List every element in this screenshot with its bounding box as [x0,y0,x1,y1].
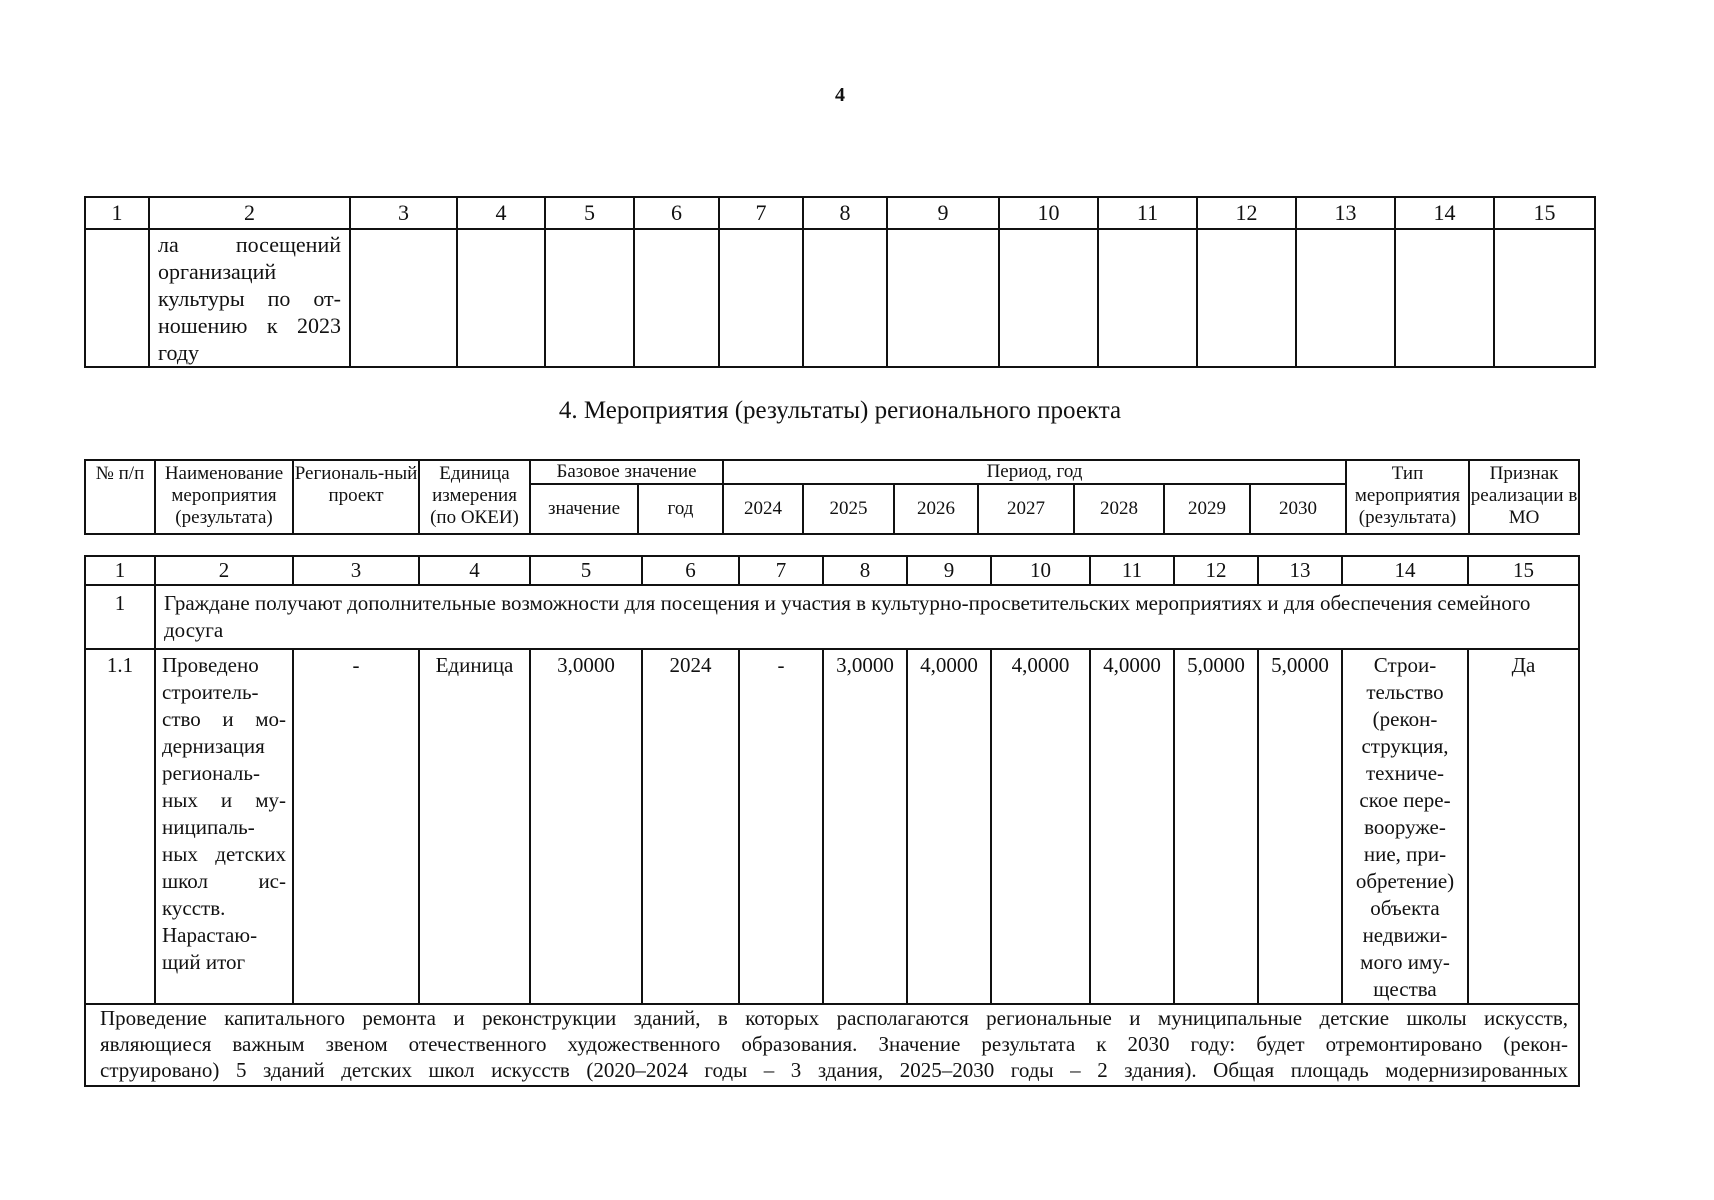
goal-text: Граждане получают дополнительные возможности для посещения и участия в культурно-просветительских мероприятиях и для обеспечения семейного досуга [155,585,1579,649]
table1-col-number: 12 [1197,197,1296,229]
table1-col-number: 13 [1296,197,1395,229]
mo-sign-header: Признак реализации в МО [1469,460,1579,534]
activities-header-table [84,459,1580,535]
table3-column-numbers [85,556,1579,585]
table1-cell [1098,229,1197,367]
activity-description [85,1004,1579,1086]
table1-cell [999,229,1098,367]
table3-col-number: 10 [991,556,1090,585]
table1-col-number: 9 [887,197,999,229]
base-year-cell: 2024 [642,649,739,1004]
table1-col-number: 11 [1098,197,1197,229]
indicator-name-line: году [158,340,200,365]
description-line: Проведение капитального ремонта и реконструкции зданий, в которых располагаются региональные и муниципальные детские школы искусств, [100,1006,1568,1030]
table1-cell [545,229,634,367]
continued-indicators-table [84,196,1596,368]
activity-name-header: Наименование мероприятия (результата) [155,460,293,534]
table3-col-number: 2 [155,556,293,585]
table1-cell [85,229,149,367]
description-line: струировано) 5 зданий детских школ искусств (2020–2024 годы – 3 здания, 2025–2030 годы – 2 здания). Общая площадь модернизированных [100,1058,1568,1082]
table1-cell [803,229,887,367]
mo-sign-cell: Да [1468,649,1579,1004]
table1-col-number: 10 [999,197,1098,229]
activity-number: 1.1 [85,649,155,1004]
table3-col-number: 7 [739,556,823,585]
indicator-name-line: ла посещений [158,232,341,257]
goal-number: 1 [85,585,155,649]
indicator-name-cell [149,229,350,367]
table1-col-number: 3 [350,197,457,229]
indicator-name-line: организаций [158,259,277,284]
year-header: 2026 [894,484,978,534]
table1-column-numbers [85,197,1595,229]
year-header: 2029 [1164,484,1250,534]
table3-col-number: 1 [85,556,155,585]
activities-header-row [85,460,1579,484]
base-year-subheader: год [638,484,723,534]
table1-col-number: 15 [1494,197,1595,229]
table1-cell [350,229,457,367]
table1-cell [1197,229,1296,367]
table1-col-number: 7 [719,197,803,229]
description-line: являющиеся важным звеном отечественного художественного образования. Значение результата к 2030 году: будет отремонтировано (рекон- [100,1032,1568,1056]
table3-col-number: 15 [1468,556,1579,585]
year-value-cell: 5,0000 [1174,649,1258,1004]
period-header: Период, год [723,460,1346,484]
regional-project-cell: - [293,649,419,1004]
table1-col-number: 5 [545,197,634,229]
num-header: № п/п [85,460,155,534]
indicator-name-line: ношению к 2023 [158,313,341,338]
base-value-header: Базовое значение [530,460,723,484]
table3-col-number: 13 [1258,556,1342,585]
activities-table [84,555,1580,1087]
indicator-name-line: культуры по от- [158,286,341,311]
unit-cell: Единица [419,649,530,1004]
table3-col-number: 6 [642,556,739,585]
year-header: 2024 [723,484,803,534]
year-value-cell: 4,0000 [1090,649,1174,1004]
table1-col-number: 2 [149,197,350,229]
table1-col-number: 4 [457,197,545,229]
table3-col-number: 3 [293,556,419,585]
table1-cell [1296,229,1395,367]
year-value-cell: - [739,649,823,1004]
table1-col-number: 1 [85,197,149,229]
table3-col-number: 8 [823,556,907,585]
activity-type-header: Тип мероприятия (результата) [1346,460,1469,534]
year-header: 2030 [1250,484,1346,534]
table1-col-number: 8 [803,197,887,229]
table3-col-number: 11 [1090,556,1174,585]
base-value-cell: 3,0000 [530,649,642,1004]
table3-col-number: 14 [1342,556,1468,585]
year-header: 2027 [978,484,1074,534]
table-row [85,649,1579,1004]
regional-project-header: Региональ-ный проект [293,460,419,534]
year-value-cell: 4,0000 [907,649,991,1004]
table3-col-number: 12 [1174,556,1258,585]
table1-cell [634,229,719,367]
activity-type-cell: Строи-тельство (рекон-струкция, техниче-ское пере-вооруже-ние, при-обретение) объекта недвижи-мого иму-щества [1342,649,1468,1004]
goal-row [85,585,1579,649]
year-value-cell: 3,0000 [823,649,907,1004]
table1-col-number: 14 [1395,197,1494,229]
table1-col-number: 6 [634,197,719,229]
year-header: 2025 [803,484,894,534]
table3-col-number: 5 [530,556,642,585]
section-title: 4. Мероприятия (результаты) регионального проекта [558,397,1122,424]
description-row [85,1004,1579,1086]
year-value-cell: 4,0000 [991,649,1090,1004]
table1-cell [719,229,803,367]
table1-cell [1494,229,1595,367]
unit-header: Единица измерения (по ОКЕИ) [419,460,530,534]
table1-cell [1395,229,1494,367]
activity-name: Проведено строитель-ство и мо-дернизация региональ-ных и му-ниципаль-ных детских школ ис-кусств. Нарастаю-щий итог [155,649,293,1004]
table3-col-number: 4 [419,556,530,585]
table3-col-number: 9 [907,556,991,585]
year-value-cell: 5,0000 [1258,649,1342,1004]
table1-cell [457,229,545,367]
page-number: 4 [835,84,845,106]
year-header: 2028 [1074,484,1164,534]
table1-cell [887,229,999,367]
base-value-subheader: значение [530,484,638,534]
table-row [85,229,1595,367]
